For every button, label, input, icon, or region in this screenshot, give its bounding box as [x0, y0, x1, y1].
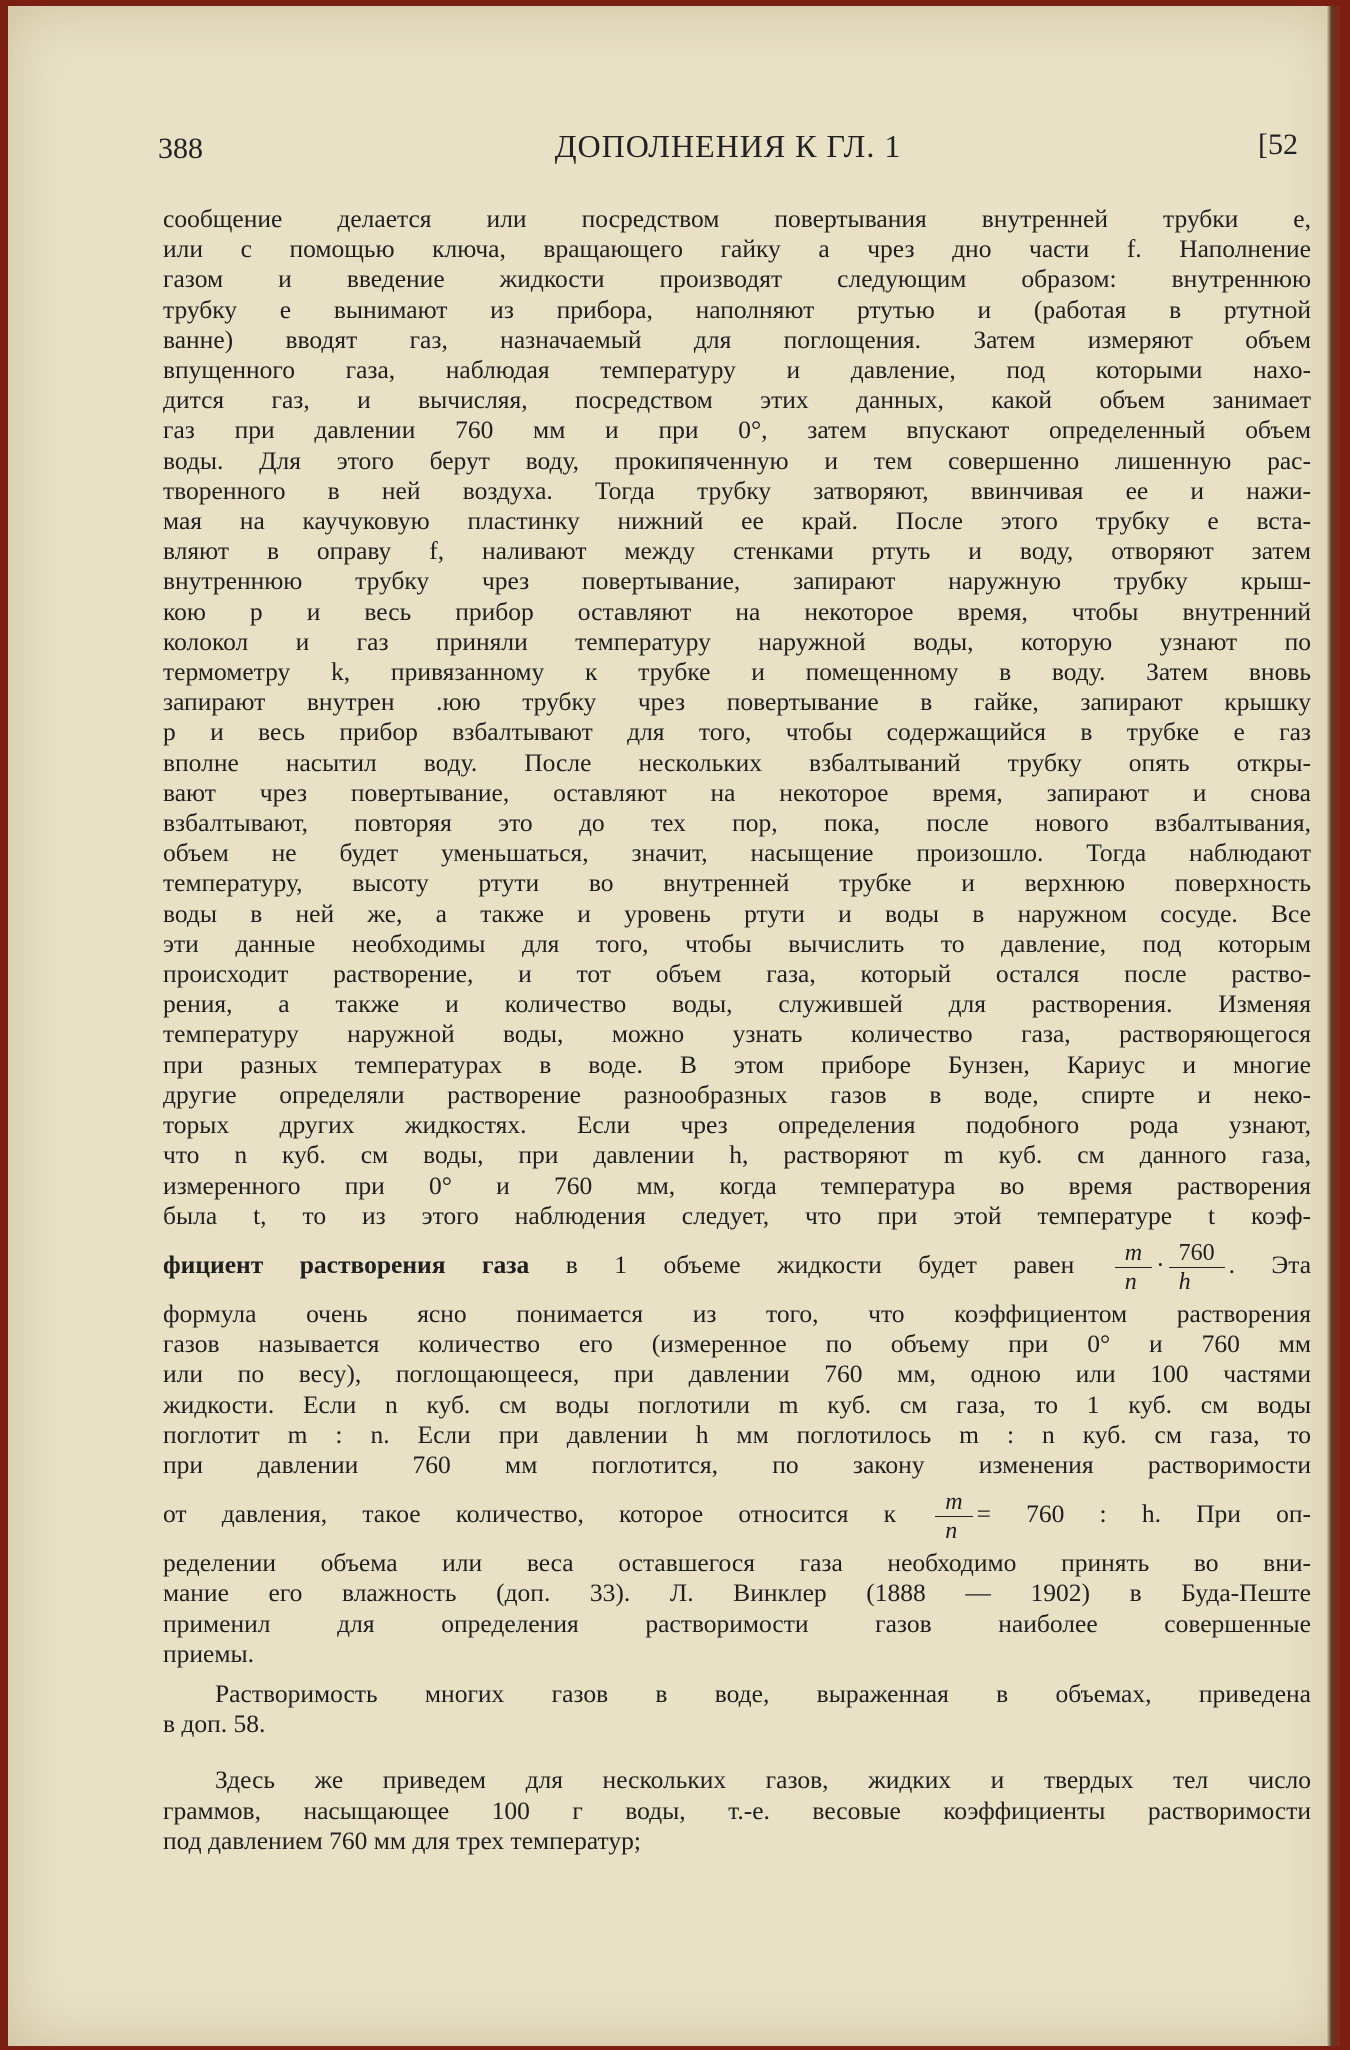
- text-line: воды в ней же, а также и уровень ртути и воды в наружном сосуде. Все: [163, 898, 1311, 928]
- paragraph-gap: [163, 1739, 1311, 1765]
- fraction-760-over-h: [1169, 1239, 1225, 1296]
- fraction-denominator: h: [1178, 1268, 1191, 1295]
- text-line: поглотит m : n. Если при давлении h мм поглотилось m : n куб. см газа, то: [163, 1419, 1311, 1449]
- section-reference: [52: [1258, 128, 1298, 161]
- text-line: происходит растворение, и тот объем газа, который остался после раство-: [163, 959, 1311, 989]
- page-number: 388: [158, 132, 203, 165]
- text-line: жидкости. Если n куб. см воды поглотили m куб. см газа, то 1 куб. см воды: [163, 1389, 1311, 1419]
- text-line: граммов, насыщающее 100 г воды, т.-е. весовые коэффициенты растворимости: [163, 1795, 1311, 1825]
- text-line: при разных температурах в воде. В этом приборе Бунзен, Кариус и многие: [163, 1049, 1311, 1079]
- text-line: газ при давлении 760 мм и при 0°, затем впускают определенный объем: [163, 415, 1311, 445]
- text-line: рения, а также и количество воды, служившей для растворения. Изменяя: [163, 989, 1311, 1019]
- text-line: Растворимость многих газов в воде, выраженная в объемах, приведена: [215, 1678, 1311, 1708]
- text-line: газом и введение жидкости производят следующим образом: внутреннюю: [163, 264, 1311, 294]
- text-line: применил для определения растворимости газов наиболее совершенные: [163, 1608, 1311, 1638]
- text-line: p и весь прибор взбалтывают для того, чтобы содержащийся в трубке e газ: [163, 717, 1311, 747]
- text-line: вают чрез повертывание, оставляют на некоторое время, запирают и снова: [163, 777, 1311, 807]
- text-line: при давлении 760 мм поглотится, по закону изменения растворимости: [163, 1449, 1311, 1479]
- formula-text: . Эта: [1228, 1249, 1312, 1279]
- text-line: ределении объема или веса оставшегося газа необходимо принять во вни-: [163, 1548, 1311, 1578]
- text-line: ванне) вводят газ, назначаемый для поглощения. Затем измеряют объем: [163, 324, 1311, 354]
- text-line: измеренного при 0° и 760 мм, когда температура во время растворения: [163, 1170, 1311, 1200]
- text-line: воды. Для этого берут воду, прокипяченную и тем совершенно лишенную рас-: [163, 445, 1311, 475]
- paragraph-2: [163, 1679, 1311, 1739]
- text-line: мая на каучуковую пластинку нижний ее край. После этого трубку e вста-: [163, 506, 1311, 536]
- term-bold: фициент растворения газа: [163, 1249, 530, 1279]
- fraction-numerator: m: [1115, 1239, 1152, 1268]
- text-line: вполне насытил воду. После нескольких взбалтываний трубку опять откры-: [163, 747, 1311, 777]
- text-line: объем не будет уменьшаться, значит, насыщение произошло. Тогда наблюдают: [163, 838, 1311, 868]
- text-line: формула очень ясно понимается из того, что коэффициентом растворения: [163, 1298, 1311, 1328]
- text-line: была t, то из этого наблюдения следует, что при этой температуре t коэф-: [163, 1200, 1311, 1230]
- fraction-denominator: n: [1124, 1268, 1137, 1295]
- fraction-m-over-n: [1115, 1239, 1152, 1296]
- text-line: в доп. 58.: [163, 1709, 266, 1739]
- text-line: под давлением 760 мм для трех температур;: [163, 1825, 641, 1855]
- formula-line: [163, 1480, 1311, 1548]
- text-line: колокол и газ приняли температуру наружной воды, которую узнают по: [163, 626, 1311, 656]
- text-line: взбалтывают, повторяя это до тех пор, пока, после нового взбалтывания,: [163, 808, 1311, 838]
- text-line: температуру, высоту ртути во внутренней трубке и верхнюю поверхность: [163, 868, 1311, 898]
- text-line: газов называется количество его (измеренное по объему при 0° и 760 мм: [163, 1329, 1311, 1359]
- paragraph-1: [163, 204, 1311, 1669]
- page-edge: [1326, 6, 1340, 2046]
- book-page: [8, 6, 1340, 2046]
- paragraph-3: [163, 1765, 1311, 1856]
- running-title: ДОПОЛНЕНИЯ К ГЛ. 1: [554, 128, 902, 164]
- text-line: или с помощью ключа, вращающего гайку a чрез дно части f. Наполнение: [163, 234, 1311, 264]
- text-line: эти данные необходимы для того, чтобы вычислить то давление, под которым: [163, 928, 1311, 958]
- text-line: что n куб. см воды, при давлении h, растворяют m куб. см данного газа,: [163, 1140, 1311, 1170]
- formula-text: от давления, такое количество, которое относится к: [163, 1499, 897, 1529]
- multiply-dot: ·: [1156, 1249, 1165, 1279]
- text-line: сообщение делается или посредством повертывания внутренней трубки e,: [163, 204, 1311, 233]
- text-line: торых других жидкостях. Если чрез определения подобного рода узнают,: [163, 1110, 1311, 1140]
- text-line: термометру k, привязанному к трубке и помещенному в воду. Затем вновь: [163, 657, 1311, 687]
- fraction-denominator: n: [945, 1517, 958, 1544]
- text-line: или по весу), поглощающееся, при давлении 760 мм, одною или 100 частями: [163, 1359, 1311, 1389]
- text-line: трубку e вынимают из прибора, наполняют ртутью и (работая в ртутной: [163, 294, 1311, 324]
- text-line: творенного в ней воздуха. Тогда трубку затворяют, ввинчивая ее и нажи-: [163, 475, 1311, 505]
- fraction-numerator: m: [935, 1488, 972, 1517]
- text-line: мание его влажность (доп. 33). Л. Винклер (1888 — 1902) в Буда-Пеште: [163, 1578, 1311, 1608]
- formula-text: в 1 объеме жидкости будет равен: [529, 1249, 1075, 1279]
- text-line: вляют в оправу f, наливают между стенками ртуть и воду, отворяют затем: [163, 536, 1311, 566]
- formula-text: = 760 : h. При оп-: [976, 1499, 1311, 1529]
- text-line: внутреннюю трубку чрез повертывание, запирают наружную трубку крыш-: [163, 566, 1311, 596]
- formula-line: [163, 1231, 1311, 1299]
- page-header: [158, 126, 1298, 176]
- text-line: другие определяли растворение разнообразных газов в воде, спирте и неко-: [163, 1079, 1311, 1109]
- fraction-m-over-n: [935, 1488, 972, 1545]
- text-line: приемы.: [163, 1638, 255, 1668]
- page-body: [163, 204, 1311, 1856]
- text-line: дится газ, и вычисляя, посредством этих данных, какой объем занимает: [163, 385, 1311, 415]
- text-line: кою p и весь прибор оставляют на некоторое время, чтобы внутренний: [163, 596, 1311, 626]
- text-line: Здесь же приведем для нескольких газов, жидких и твердых тел число: [215, 1765, 1311, 1795]
- text-line: температуру наружной воды, можно узнать количество газа, растворяющегося: [163, 1019, 1311, 1049]
- text-line: запирают внутрен .юю трубку чрез повертывание в гайке, запирают крышку: [163, 687, 1311, 717]
- text-line: впущенного газа, наблюдая температуру и давление, под которыми нахо-: [163, 355, 1311, 385]
- fraction-numerator: 760: [1169, 1239, 1225, 1268]
- paragraph-gap: [163, 1669, 1311, 1679]
